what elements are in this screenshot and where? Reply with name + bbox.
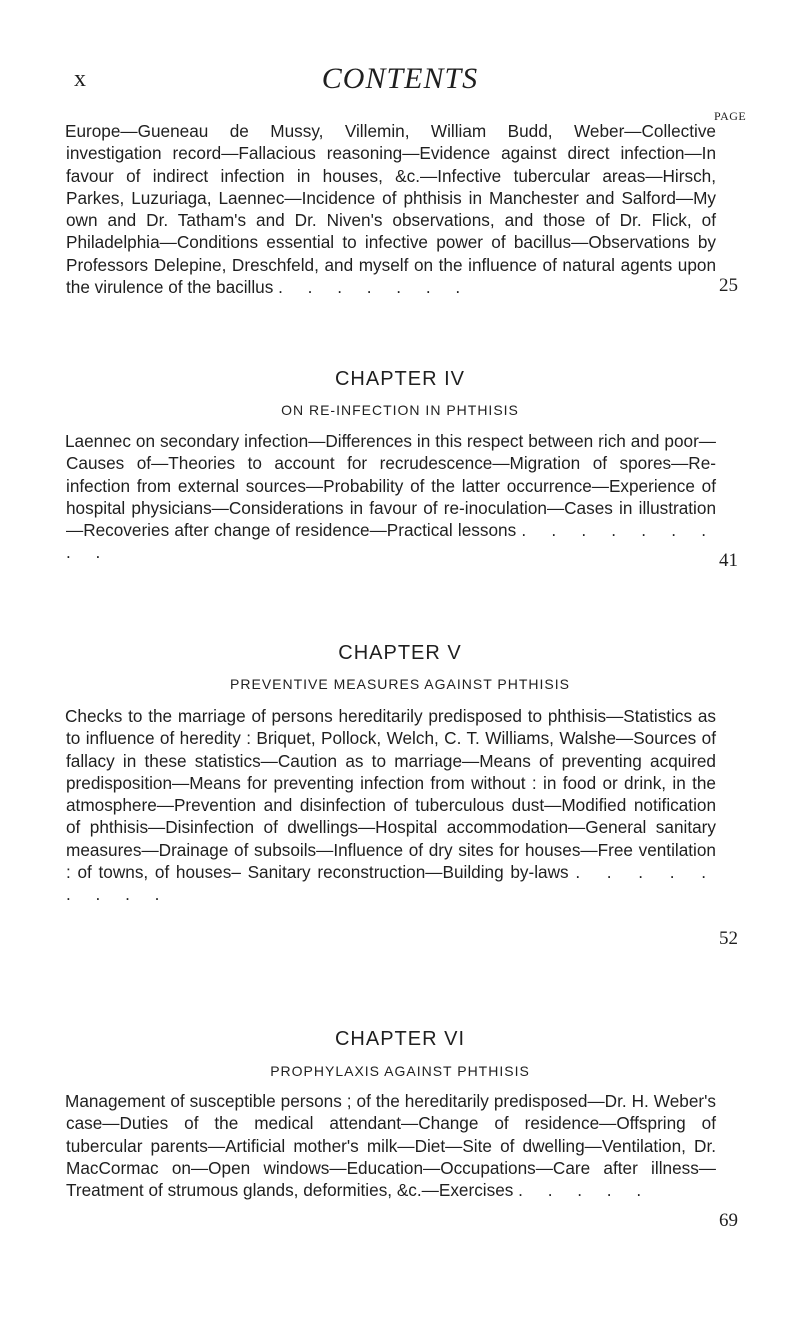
entry-text: Checks to the marriage of persons hereditarily predisposed to phthisis—Statistics as to influence of heredity : Briquet, Pollock, Welch, C. T. Williams, Walshe—Sources of fallacy in these statistics—Caution as to marriage—Means of preventing acquired predisposition—Means for preventing infection from without : in food or drink, in the atmosphere—Prevention and disinfection of tuberculous dust—Modified notification of phthisis—Disinfection of dwellings—Hospital accommodation—General sanitary measures—Drainage of subsoils—Influence of dry sites for houses—Free ventilation : of towns, of houses– Sanitary reconstruction—Building by-laws [65,706,716,883]
leader-dots: . . . . . . . . . [66,862,716,905]
entry-page-number: 52 [719,928,738,949]
page-number: x [74,66,86,92]
chapter-heading: CHAPTER IV [334,368,466,390]
leader-dots: . . . . . [518,1180,652,1201]
entry-text: Laennec on secondary infection—Differences in this respect between rich and poor—Causes of—Theories to account for recrudescence—Migration of spores—Re-infection from external sources—Probability of the latter occurrence—Experience of hospital physicians—Considerations in favour of re-inoculation—Cases in illustration—Recoveries after change of residence—Practical lessons [65,431,716,541]
chapter-subtitle: PROPHYLAXIS AGAINST PHTHISIS [270,1063,530,1079]
leader-dots: . . . . . . . . . [66,520,717,563]
chapter-heading: CHAPTER V [338,642,462,664]
page-column-label: PAGE [714,109,747,123]
contents-entry-continued [66,120,738,298]
running-title: CONTENTS [321,62,479,95]
contents-entry-chapter-v [66,705,738,950]
contents-entry-chapter-iv [66,430,738,572]
chapter-subtitle: ON RE-INFECTION IN PHTHISIS [281,402,519,418]
entry-page-number: 25 [719,275,738,296]
contents-entry-chapter-vi [66,1090,738,1232]
entry-text: Europe—Gueneau de Mussy, Villemin, William Budd, Weber—Collective investigation record—Fallacious reasoning—Evidence against direct infection—In favour of indirect infection in houses, &c.—Infective tubercular areas—Hirsch, Parkes, Luzuriaga, Laennec—Incidence of phthisis in Manchester and Salford—My own and Dr. Tatham's and Dr. Niven's observations, and those of Dr. Flick, of Philadelphia—Conditions essential to infective power of bacillus—Observations by Professors Delepine, Dreschfeld, and myself on the influence of natural agents upon the virulence of the bacillus [65,121,716,298]
chapter-subtitle: PREVENTIVE MEASURES AGAINST PHTHISIS [230,676,570,692]
chapter-heading: CHAPTER VI [334,1028,466,1050]
entry-page-number: 69 [719,1210,738,1231]
entry-text: Management of susceptible persons ; of the hereditarily predisposed—Dr. H. Weber's case—Duties of the medical attendant—Change of residence—Offspring of tubercular parents—Artificial mother's milk—Diet—Site of dwelling—Ventilation, Dr. MacCormac on—Open windows—Education—Occupations—Care after illness—Treatment of strumous glands, deformities, &c.—Exercises [65,1091,716,1201]
leader-dots: . . . . . . . [278,277,471,298]
page-header [0,62,800,102]
entry-page-number: 41 [719,550,738,571]
